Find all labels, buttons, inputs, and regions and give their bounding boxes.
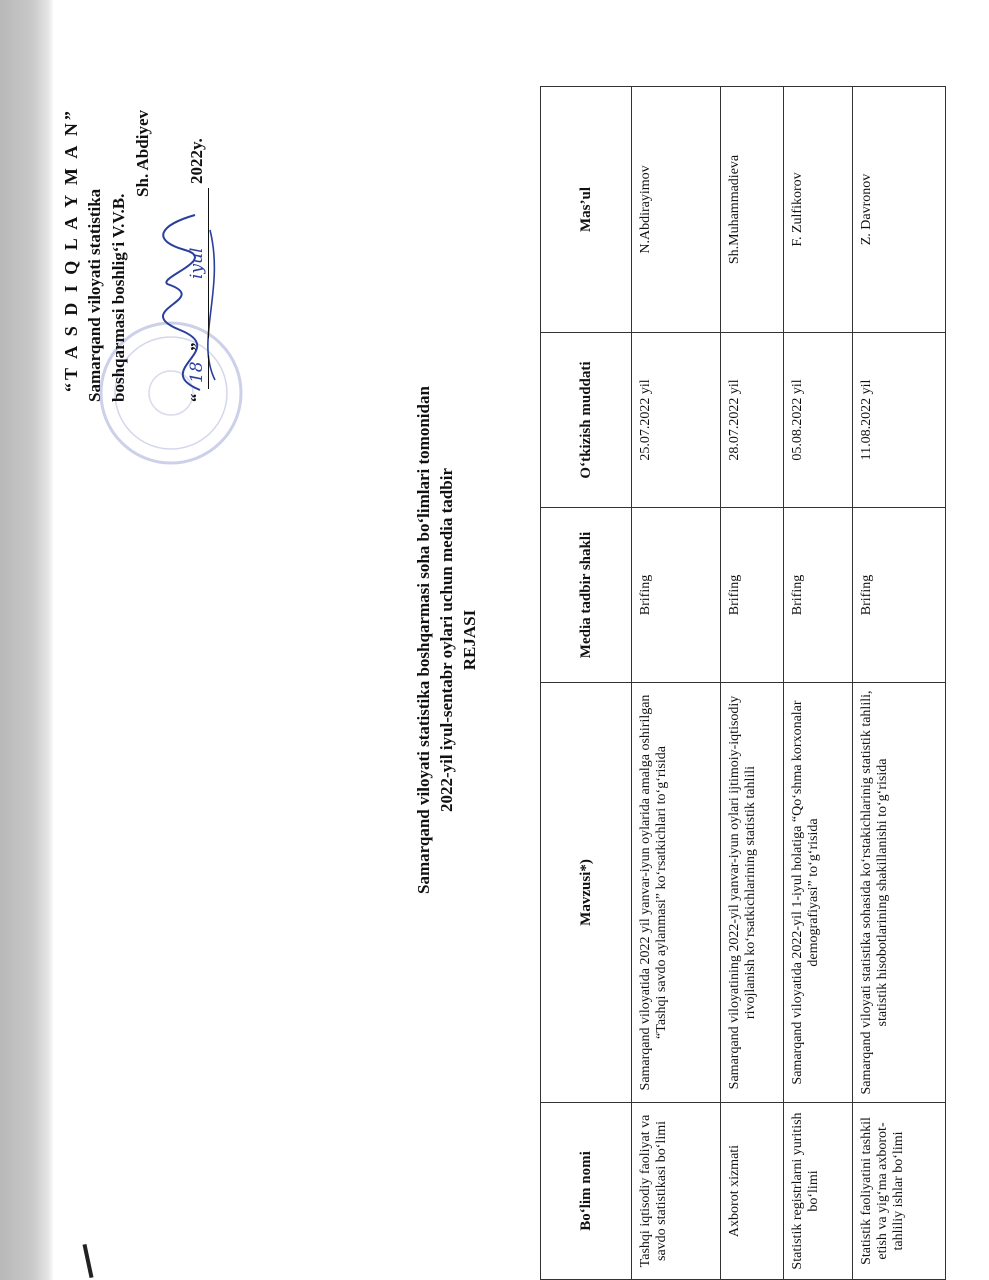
approval-title: “T A S D I Q L A Y M A N” <box>61 108 81 392</box>
title-line-2: 2022-yil iyul-sentabr oylari uchun media tadbir <box>437 468 456 812</box>
cell-shakl: Brifing <box>784 508 853 683</box>
table-row <box>784 87 853 1280</box>
cell-bolim: Tashqi iqtisodiy faoliyat va savdo statistikasi bo‘limi <box>632 1103 721 1280</box>
document-title <box>412 200 481 1080</box>
approval-organization: Samarqand viloyati statistika <box>85 188 104 402</box>
cell-mavzu: Samarqand viloyati statistika sohasida ko‘rstakichlarinig statistik tahlili, statistik hisobotlarining shakillanishi to‘g‘risida <box>853 683 946 1103</box>
cell-shakl: Brifing <box>632 508 721 683</box>
table-header-row <box>541 87 632 1280</box>
cell-muddat: 11.08.2022 yil <box>853 333 946 508</box>
approval-block <box>60 82 240 402</box>
approval-position <box>108 110 130 402</box>
media-plan-table <box>540 86 946 1280</box>
cell-masul: N.Abdirayimov <box>632 87 721 333</box>
cell-muddat: 25.07.2022 yil <box>632 333 721 508</box>
header-mavzu: Mavzusi*) <box>541 683 632 1103</box>
header-bolim: Bo‘lim nomi <box>541 1103 632 1280</box>
table-row <box>853 87 946 1280</box>
cell-shakl: Brifing <box>853 508 946 683</box>
table-row <box>632 87 721 1280</box>
date-year: 2022y. <box>187 138 206 184</box>
title-line-3: REJASI <box>460 609 479 671</box>
table-row <box>721 87 784 1280</box>
title-line-1: Samarqand viloyati statistika boshqarmasi soha bo‘limlari tomonidan <box>414 386 433 894</box>
approval-date <box>186 102 209 402</box>
cell-mavzu: Samarqand viloyatida 2022-yil 1-iyul holatiga “Qo‘shma korxonalar demografiyasi” to‘g‘risida <box>784 683 853 1103</box>
date-open-quote: “ <box>187 393 206 402</box>
cell-mavzu: Samarqand viloyatining 2022-yil yanvar-iyun oylari ijtimoiy-iqtisodiy rivojlanish ko‘rsatkichlarining statistik tahlili <box>721 683 784 1103</box>
date-month: iyul <box>186 188 209 338</box>
cell-bolim: Statistik faoliyatini tashkil etish va yig‘ma axborot-tahliliy ishlar bo‘limi <box>853 1103 946 1280</box>
cell-masul: Z. Davronov <box>853 87 946 333</box>
cell-mavzu: Samarqand viloyatida 2022 yil yanvar-iyun oylarida amalga oshirilgan “Tashqi savdo aylanmasi” ko‘rsatkichlari to‘g‘risida <box>632 683 721 1103</box>
cell-masul: Sh.Muhammadieva <box>721 87 784 333</box>
cell-shakl: Brifing <box>721 508 784 683</box>
cell-muddat: 28.07.2022 yil <box>721 333 784 508</box>
header-muddat: O‘tkizish muddati <box>541 333 632 508</box>
date-close-quote: ” <box>187 342 206 351</box>
date-day: 18 <box>186 355 209 389</box>
header-masul: Mas’ul <box>541 87 632 333</box>
approval-position-text: boshqarmasi boshlig‘i V.V.B. <box>109 193 128 402</box>
cell-bolim: Axborot xizmati <box>721 1103 784 1280</box>
cell-muddat: 05.08.2022 yil <box>784 333 853 508</box>
approval-name-line <box>132 110 154 402</box>
cell-masul: F. Zulfikorov <box>784 87 853 333</box>
cell-bolim: Statistik registrlarni yuritish bo‘limi <box>784 1103 853 1280</box>
header-shakl: Media tadbir shakli <box>541 508 632 683</box>
approval-name: Sh. Abdiyev <box>133 110 152 197</box>
